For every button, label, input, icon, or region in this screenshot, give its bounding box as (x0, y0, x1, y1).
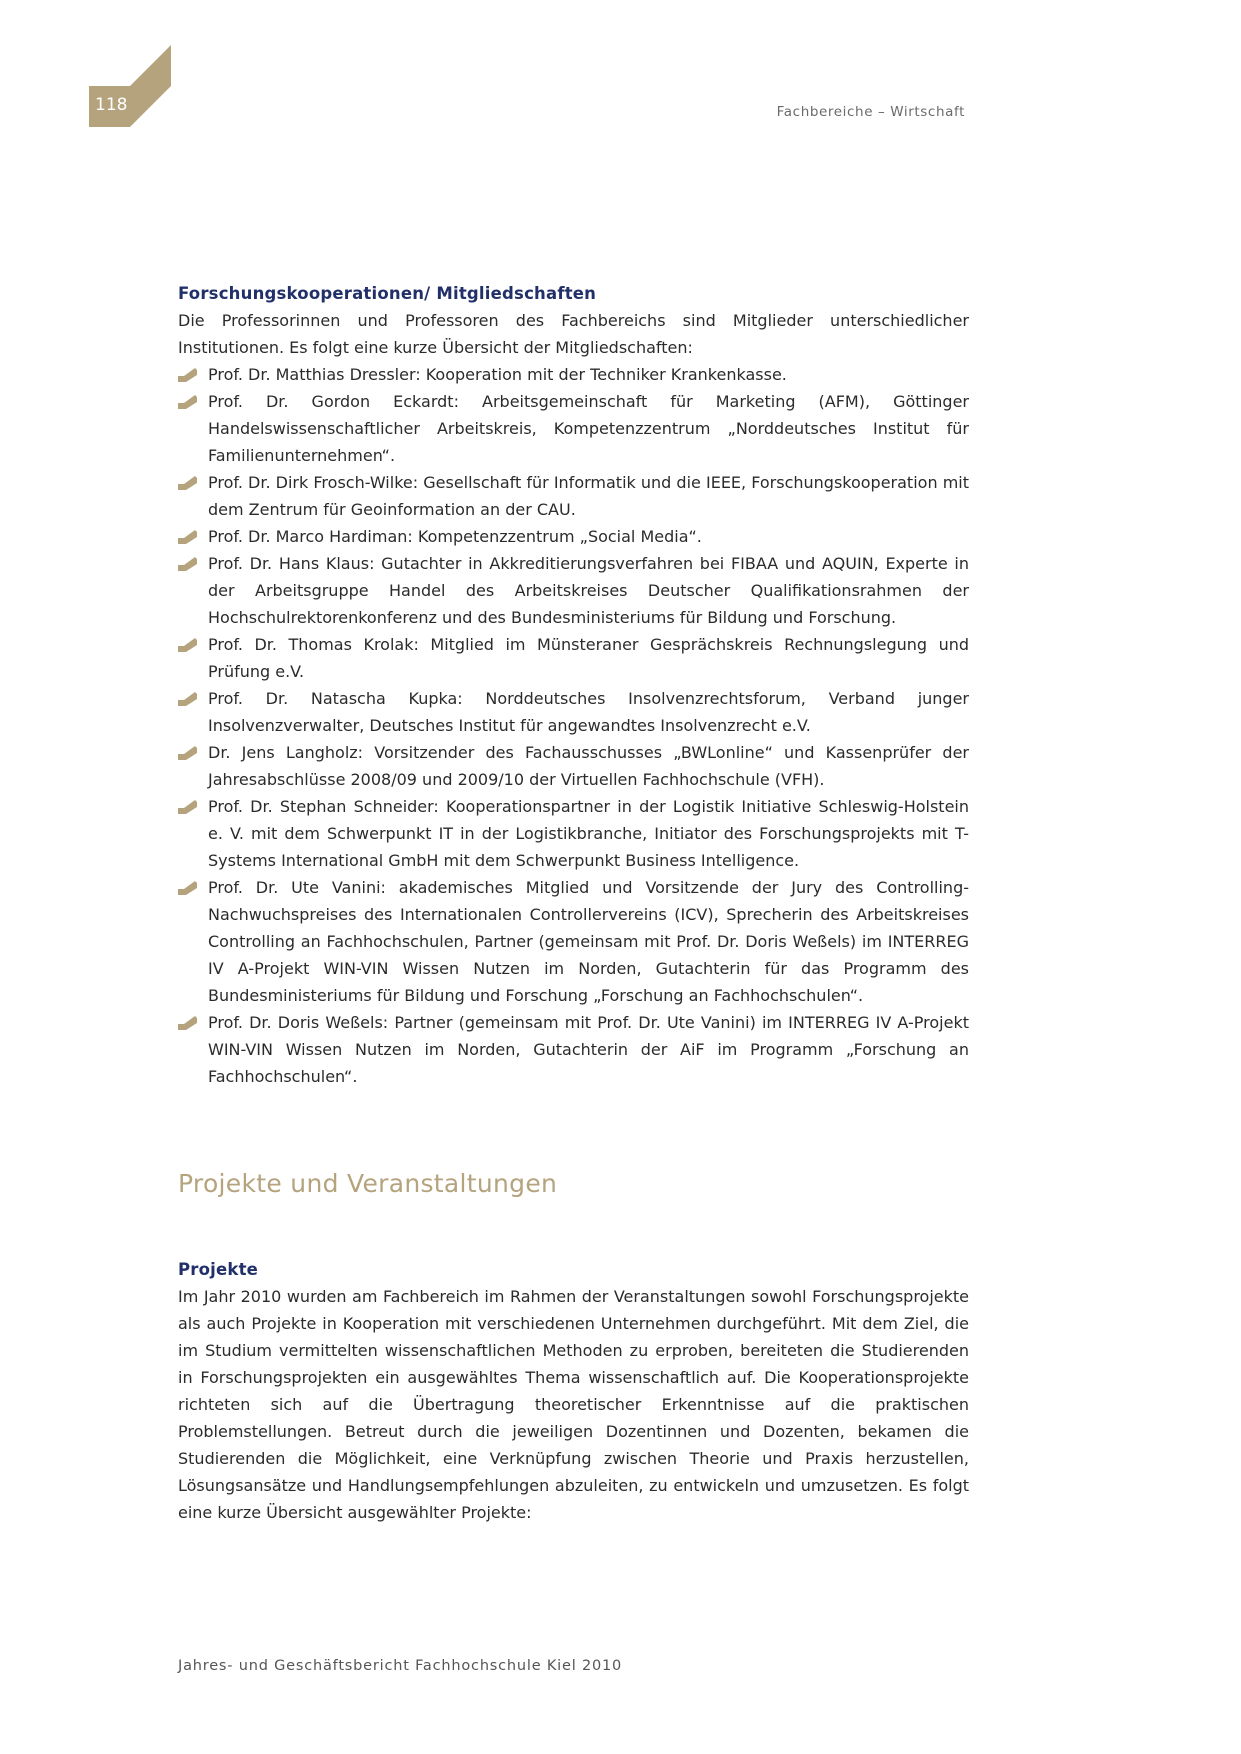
check-arrow-icon (178, 475, 198, 491)
membership-item-text: Prof. Dr. Marco Hardiman: Kompetenzzentrum „Social Media“. (208, 527, 702, 546)
check-arrow-icon (178, 799, 198, 815)
membership-item (178, 361, 969, 388)
membership-item-text: Prof. Dr. Doris Weßels: Partner (gemeinsam mit Prof. Dr. Ute Vanini) im INTERREG IV A-Projekt WIN-VIN Wissen Nutzen im Norden, Gutachterin der AiF im Programm „Forschung an Fachhochschulen“. (208, 1013, 969, 1086)
membership-item-text: Prof. Dr. Dirk Frosch-Wilke: Gesellschaft für Informatik und die IEEE, Forschungskooperation mit dem Zentrum für Geoinformation an der CAU. (208, 473, 969, 519)
check-arrow-icon (178, 691, 198, 707)
membership-item-text: Prof. Dr. Matthias Dressler: Kooperation mit der Techniker Krankenkasse. (208, 365, 787, 384)
check-arrow-icon (178, 529, 198, 545)
membership-item (178, 469, 969, 523)
membership-heading: Forschungskooperationen/ Mitgliedschaften (178, 284, 597, 303)
check-arrow-icon (178, 880, 198, 896)
projects-block (178, 1256, 969, 1526)
membership-item-text: Prof. Dr. Gordon Eckardt: Arbeitsgemeinschaft für Marketing (AFM), Göttinger Handelswissenschaftlicher Arbeitskreis, Kompetenzzentrum „Norddeutsches Institut für Familienunternehmen“. (208, 392, 969, 465)
page-number-badge (89, 45, 173, 129)
check-arrow-icon (178, 367, 198, 383)
membership-item (178, 550, 969, 631)
check-arrow-icon (178, 745, 198, 761)
membership-item-text: Prof. Dr. Thomas Krolak: Mitglied im Münsteraner Gesprächskreis Rechnungslegung und Prüfung e.V. (208, 635, 969, 681)
membership-item (178, 793, 969, 874)
section-title: Projekte und Veranstaltungen (178, 1169, 558, 1198)
membership-list (178, 361, 969, 1090)
projects-body: Im Jahr 2010 wurden am Fachbereich im Rahmen der Veranstaltungen sowohl Forschungsprojekte als auch Projekte in Kooperation mit verschiedenen Unternehmen durchgeführt. Mit dem Ziel, die im Studium vermittelten wissenschaftlichen Methoden zu erproben, bereiteten die Studierenden in Forschungsprojekten ein ausgewähltes Thema wissenschaftlich auf. Die Kooperationsprojekte richteten sich auf die Übertragung theoretischer Erkenntnisse auf die praktischen Problemstellungen. Betreut durch die jeweiligen Dozentinnen und Dozenten, bekamen die Studierenden die Möglichkeit, eine Verknüpfung zwischen Theorie und Praxis herzustellen, Lösungsansätze und Handlungsempfehlungen abzuleiten, zu entwickeln und umzusetzen. Es folgt eine kurze Übersicht ausgewählter Projekte: (178, 1287, 969, 1522)
page-number: 118 (95, 95, 128, 115)
membership-item (178, 1009, 969, 1090)
membership-item-text: Prof. Dr. Ute Vanini: akademisches Mitglied und Vorsitzende der Jury des Controlling-Nachwuchspreises des Internationalen Controllervereins (ICV), Sprecherin des Arbeitskreises Controlling an Fachhochschulen, Partner (gemeinsam mit Prof. Dr. Doris Weßels) im INTERREG IV A-Projekt WIN-VIN Wissen Nutzen im Norden, Gutachterin für das Programm des Bundesministeriums für Bildung und Forschung „Forschung an Fachhochschulen“. (208, 878, 969, 1005)
membership-item-text: Dr. Jens Langholz: Vorsitzender des Fachausschusses „BWLonline“ und Kassenprüfer der Jahresabschlüsse 2008/09 und 2009/10 der Virtuellen Fachhochschule (VFH). (208, 743, 969, 789)
main-content (178, 280, 969, 1526)
membership-item-text: Prof. Dr. Natascha Kupka: Norddeutsches Insolvenzrechtsforum, Verband junger Insolvenzverwalter, Deutsches Institut für angewandtes Insolvenzrecht e.V. (208, 689, 969, 735)
membership-item-text: Prof. Dr. Stephan Schneider: Kooperationspartner in der Logistik Initiative Schleswig-Holstein e. V. mit dem Schwerpunkt IT in der Logistikbranche, Initiator des Forschungsprojekts mit T-Systems International GmbH mit dem Schwerpunkt Business Intelligence. (208, 797, 969, 870)
check-arrow-icon (178, 556, 198, 572)
membership-item (178, 523, 969, 550)
membership-item (178, 874, 969, 1009)
page-footer: Jahres- und Geschäftsbericht Fachhochschule Kiel 2010 (178, 1658, 623, 1674)
check-arrow-icon (178, 1015, 198, 1031)
projects-heading: Projekte (178, 1260, 259, 1279)
membership-item-text: Prof. Dr. Hans Klaus: Gutachter in Akkreditierungsverfahren bei FIBAA und AQUIN, Experte in der Arbeitsgruppe Handel des Arbeitskreises Deutscher Qualifikationsrahmen der Hochschulrektorenkonferenz und des Bundesministeriums für Bildung und Forschung. (208, 554, 969, 627)
membership-item (178, 685, 969, 739)
check-arrow-icon (178, 637, 198, 653)
membership-item (178, 631, 969, 685)
running-header: Fachbereiche – Wirtschaft (776, 104, 965, 120)
membership-item (178, 388, 969, 469)
membership-intro: Die Professorinnen und Professoren des Fachbereichs sind Mitglieder unterschiedlicher Institutionen. Es folgt eine kurze Übersicht der Mitgliedschaften: (178, 311, 969, 357)
page-badge-shape (89, 45, 173, 129)
membership-item (178, 739, 969, 793)
check-arrow-icon (178, 394, 198, 410)
